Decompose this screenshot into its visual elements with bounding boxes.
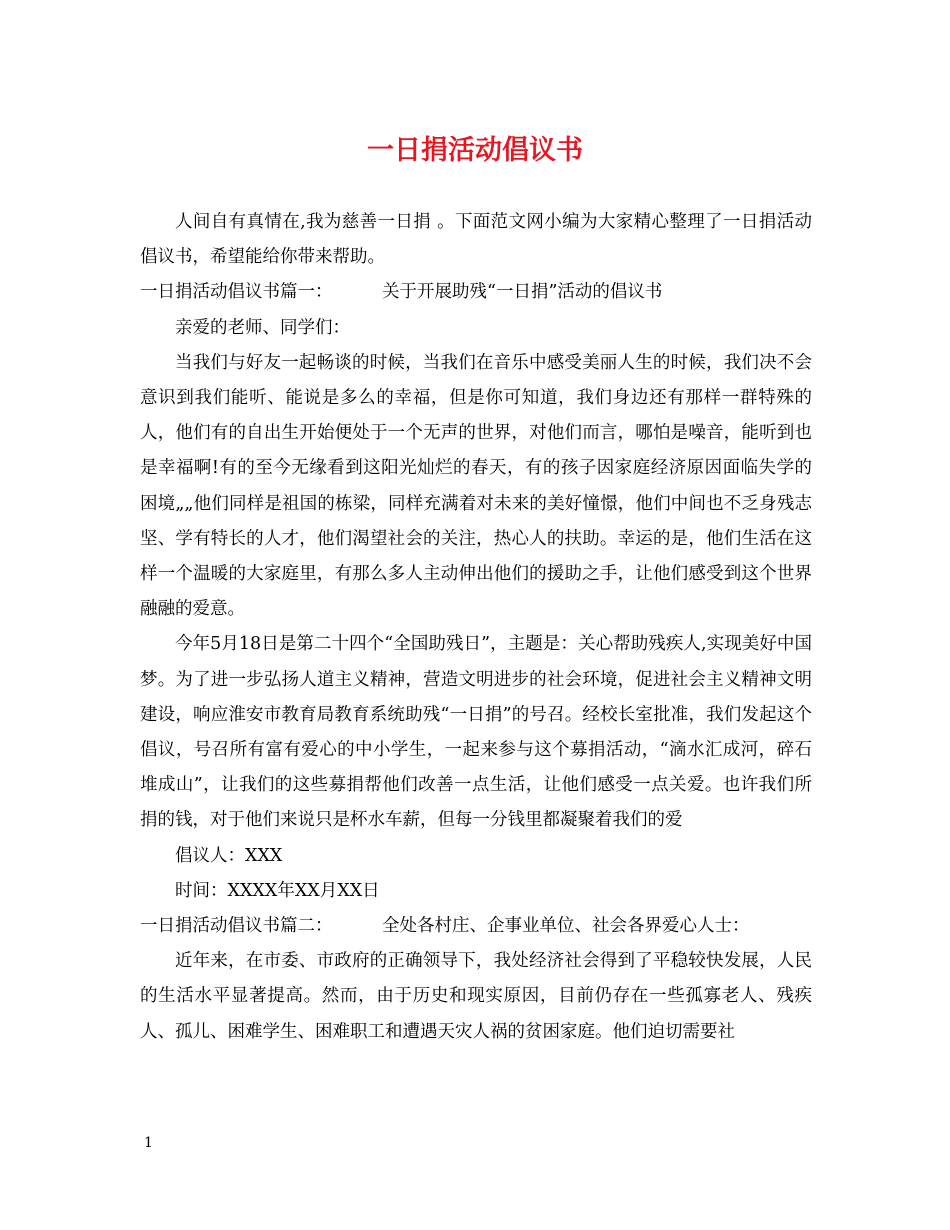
salutation: 亲爱的老师、同学们： [175, 317, 350, 338]
document-title: 一日捐活动倡议书 [367, 135, 583, 166]
section1-label: 一日捐活动倡议书篇一： [140, 282, 333, 303]
section1-heading: 关于开展助残“一日捐”活动的倡议书 [382, 282, 663, 303]
date-line: 时间：XXXX年XX月XX日 [175, 880, 380, 901]
section1-paragraph-2: 今年5月18日是第二十四个“全国助残日”，主题是：关心帮助残疾人,实现美好中国梦。为了进一步弘扬人道主义精神，营造文明进步的社会环境，促进社会主义精神文明建设，响应淮安市教育局教育系统助残“一日捐”的号召。经校长室批准，我们发起这个倡议，号召所有富有爱心的中小学生，一起来参与这个募捐活动，“滴水汇成河，碎石堆成山”，让我们的这些募捐帮他们改善一点生活，让他们感受一点关爱。也许我们所捐的钱，对于他们来说只是杯水车薪，但每一分钱里都凝聚着我们的爱 [140, 634, 812, 831]
section2-label: 一日捐活动倡议书篇二： [140, 916, 333, 937]
section2-heading-line [140, 909, 812, 944]
intro-paragraph: 人间自有真情在,我为慈善一日捐 。下面范文网小编为大家精心整理了一日捐活动倡议书，希望能给你带来帮助。 [140, 212, 812, 268]
section1-paragraph-1: 当我们与好友一起畅谈的时候，当我们在音乐中感受美丽人生的时候，我们决不会意识到我们能听、能说是多么的幸福，但是你可知道，我们身边还有那样一群特殊的人，他们有的自出生开始便处于一个无声的世界，对他们而言，哪怕是噪音，能听到也是幸福啊!有的至今无缘看到这阳光灿烂的春天，有的孩子因家庭经济原因面临失学的困境„„他们同样是祖国的栋梁，同样充满着对未来的美好憧憬，他们中间也不乏身残志坚、学有特长的人才，他们渴望社会的关注，热心人的扶助。幸运的是，他们生活在这样一个温暖的大家庭里，有那么多人主动伸出他们的援助之手，让他们感受到这个世界融融的爱意。 [140, 352, 812, 620]
section1-heading-line [140, 275, 812, 310]
section2-paragraph-1: 近年来，在市委、市政府的正确领导下，我处经济社会得到了平稳较快发展，人民的生活水平显著提高。然而，由于历史和现实原因，目前仍存在一些孤寡老人、残疾人、孤儿、困难学生、困难职工和遭遇天灾人祸的贫困家庭。他们迫切需要社 [140, 951, 812, 1042]
section2-heading: 全处各村庄、企事业单位、社会各界爱心人士： [382, 916, 750, 937]
document-body [140, 205, 812, 1050]
page-number: 1 [144, 1135, 153, 1151]
signature-line: 倡议人：XXX [175, 845, 283, 866]
